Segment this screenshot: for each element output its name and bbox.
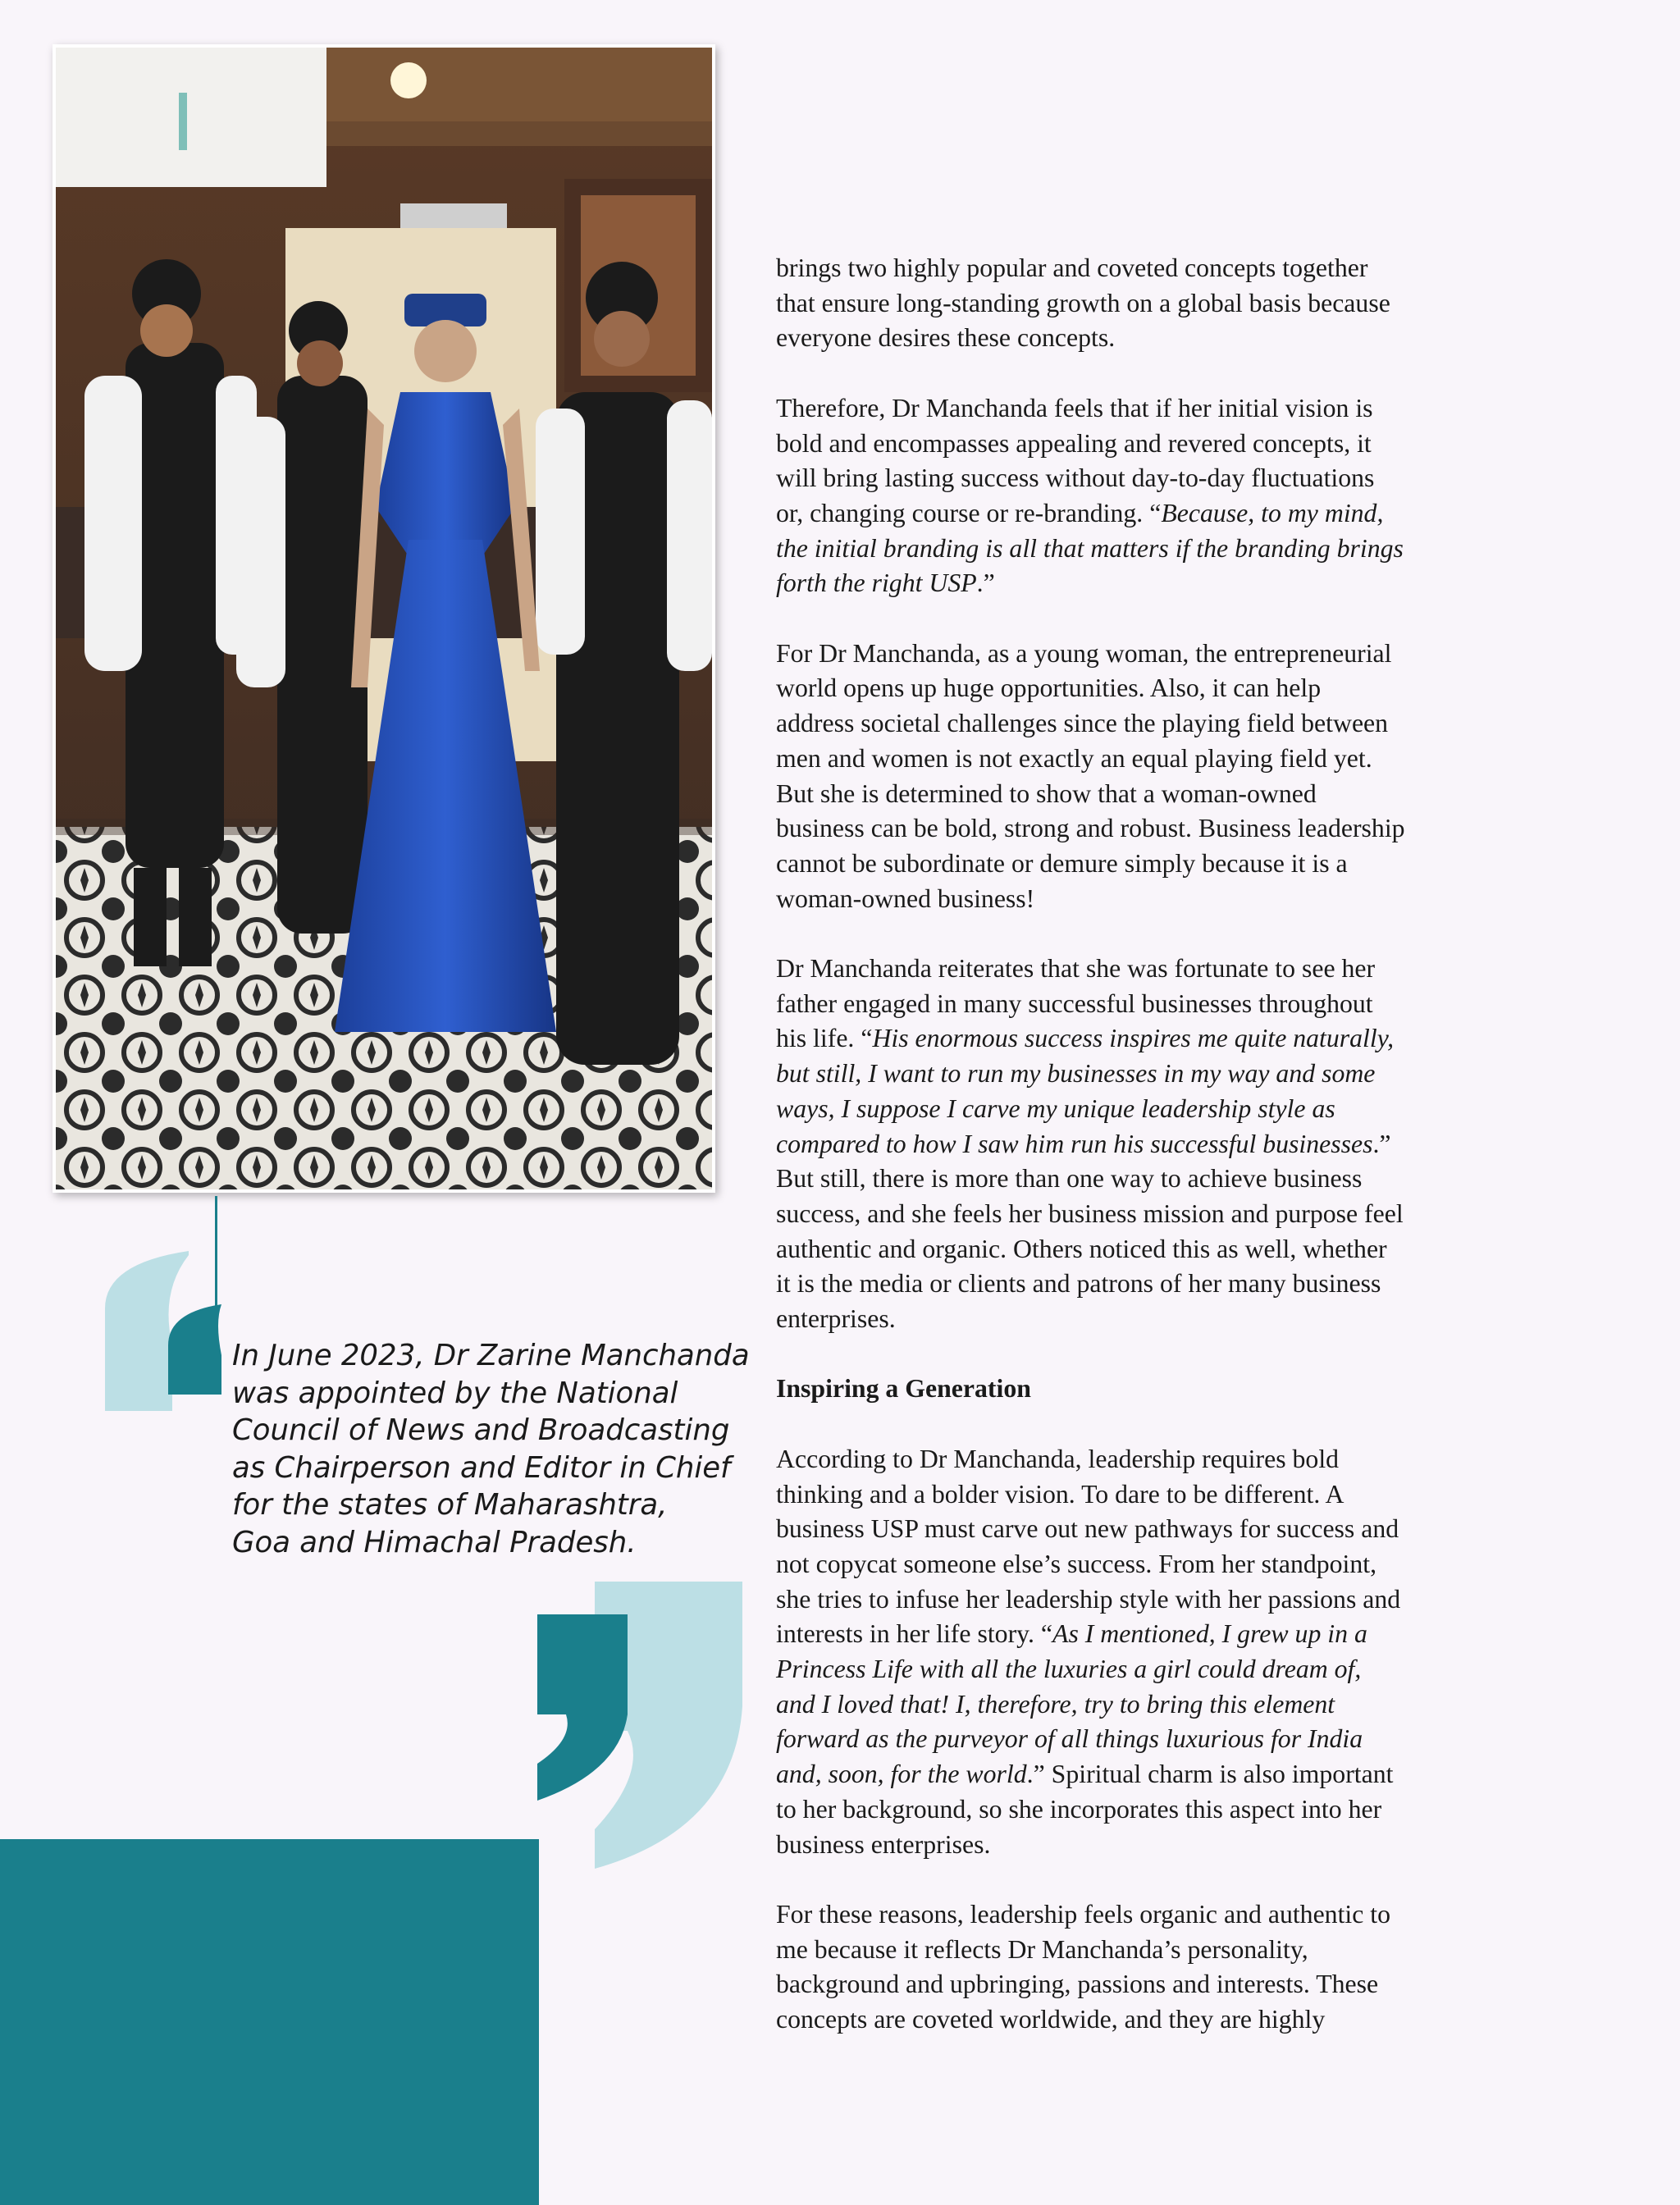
quote-run: forth the right USP — [776, 568, 977, 598]
text-line: to her background, so she incorporates this aspect into her — [776, 1794, 1382, 1824]
article-paragraph — [776, 1897, 1498, 2038]
quote-run: the initial branding is all that matters if the branding brings — [776, 533, 1404, 563]
text-line: But she is determined to show that a woman-owned — [776, 778, 1317, 808]
teal-divider-line — [215, 1196, 217, 1391]
pull-quote-line: In June 2023, Dr Zarine Manchanda — [232, 1339, 750, 1372]
section-heading: Inspiring a Generation — [776, 1374, 1031, 1404]
text-line — [776, 1687, 1498, 1723]
text-line — [776, 1057, 1498, 1092]
pull-quote-line: for the states of Maharashtra, — [232, 1488, 668, 1522]
text-line — [776, 532, 1498, 567]
text-line: business USP must carve out new pathways for success and — [776, 1514, 1399, 1544]
text-run: .” Spiritual charm is also important — [1026, 1760, 1394, 1789]
teal-corner-block — [0, 1839, 539, 2205]
quote-run: compared to how I saw him run his successful businesses — [776, 1129, 1373, 1158]
text-line: But still, there is more than one way to achieve business — [776, 1164, 1363, 1194]
text-line: she tries to infuse her leadership style with her passions and — [776, 1584, 1401, 1614]
text-line: it is the media or clients and patrons of her many business — [776, 1269, 1381, 1299]
text-line: For these reasons, leadership feels organic and authentic to — [776, 1899, 1391, 1929]
article-paragraph — [776, 1442, 1498, 1862]
article-paragraph — [776, 391, 1498, 601]
text-run: .” — [1372, 1129, 1391, 1158]
text-line — [776, 496, 1498, 532]
pull-quote-line: as Chairperson and Editor in Chief — [232, 1450, 731, 1485]
text-run: his life. “ — [776, 1024, 873, 1053]
text-line — [776, 1722, 1498, 1757]
text-line: business can be bold, strong and robust. Business leadership — [776, 814, 1405, 843]
text-line: address societal challenges since the playing field between — [776, 709, 1389, 738]
quote-run: His enormous success inspires me quite naturally, — [872, 1024, 1395, 1053]
text-line: concepts are coveted worldwide, and they are highly — [776, 2005, 1326, 2034]
text-line: brings two highly popular and coveted concepts together — [776, 253, 1368, 282]
text-line: me because it reflects Dr Manchanda’s personality, — [776, 1934, 1308, 1964]
pull-quote-line: Council of News and Broadcasting — [232, 1413, 730, 1447]
quote-run: and, soon, for the world — [776, 1760, 1027, 1789]
text-line: that ensure long-standing growth on a global basis because — [776, 288, 1390, 317]
text-line — [776, 1092, 1498, 1127]
article-photo — [52, 44, 715, 1193]
article-paragraph — [776, 952, 1498, 1337]
text-line: woman-owned business! — [776, 883, 1035, 913]
article-body — [776, 251, 1498, 2072]
text-line: business enterprises. — [776, 1829, 991, 1859]
pull-quote-line: Goa and Himachal Pradesh. — [232, 1525, 637, 1559]
text-line: enterprises. — [776, 1304, 896, 1334]
text-line: success, and she feels her business mission and purpose feel — [776, 1198, 1404, 1228]
text-line: For Dr Manchanda, as a young woman, the entrepreneurial — [776, 638, 1392, 668]
quote-run: Princess Life with all the luxuries a girl could dream of, — [776, 1655, 1362, 1684]
text-run: interests in her life story. “ — [776, 1619, 1053, 1649]
text-line: Dr Manchanda reiterates that she was fortunate to see her — [776, 954, 1376, 984]
quote-run: but still, I want to run my businesses in my way and some — [776, 1059, 1376, 1089]
text-line: According to Dr Manchanda, leadership requires bold — [776, 1444, 1340, 1473]
article-paragraph — [776, 637, 1498, 917]
text-line: father engaged in many successful businesses throughout — [776, 988, 1373, 1018]
text-line: men and women is not exactly an equal playing field yet. — [776, 743, 1372, 773]
text-line — [776, 1021, 1498, 1057]
quote-run: forward as the purveyor of all things luxurious for India — [776, 1724, 1363, 1754]
text-line — [776, 1127, 1498, 1162]
quote-run: and I loved that! I, therefore, try to bring this element — [776, 1689, 1335, 1719]
text-line: will bring lasting success without day-to-day fluctuations — [776, 463, 1375, 493]
text-run: .” — [976, 568, 995, 598]
text-line — [776, 1757, 1498, 1792]
text-run: or, changing course or re-branding. “ — [776, 498, 1162, 527]
text-line — [776, 1652, 1498, 1687]
quote-run: ways, I suppose I carve my unique leadership style as — [776, 1093, 1335, 1123]
pull-quote-line: was appointed by the National — [232, 1376, 678, 1410]
text-line: authentic and organic. Others noticed this as well, whether — [776, 1234, 1387, 1263]
open-quote-icon — [105, 1251, 221, 1411]
text-line: cannot be subordinate or demure simply because it is a — [776, 848, 1348, 878]
close-quote-icon — [537, 1582, 742, 1869]
text-line — [776, 566, 1498, 601]
text-line: not copycat someone else’s success. From her standpoint, — [776, 1549, 1377, 1578]
text-line: bold and encompasses appealing and revered concepts, it — [776, 428, 1372, 458]
article-paragraph — [776, 251, 1498, 356]
text-line: Therefore, Dr Manchanda feels that if her initial vision is — [776, 393, 1373, 422]
pull-quote — [232, 1337, 757, 1561]
text-line — [776, 1617, 1498, 1652]
text-line: world opens up huge opportunities. Also, it can help — [776, 673, 1322, 703]
text-line: thinking and a bolder vision. To dare to be different. A — [776, 1479, 1344, 1509]
text-line: everyone desires these concepts. — [776, 323, 1116, 353]
text-line: background and upbringing, passions and interests. These — [776, 1970, 1379, 1999]
photo-chefs-with-woman-icon — [56, 48, 712, 1189]
quote-run: Because, to my mind, — [1161, 498, 1384, 527]
quote-run: As I mentioned, I grew up in a — [1052, 1619, 1367, 1649]
